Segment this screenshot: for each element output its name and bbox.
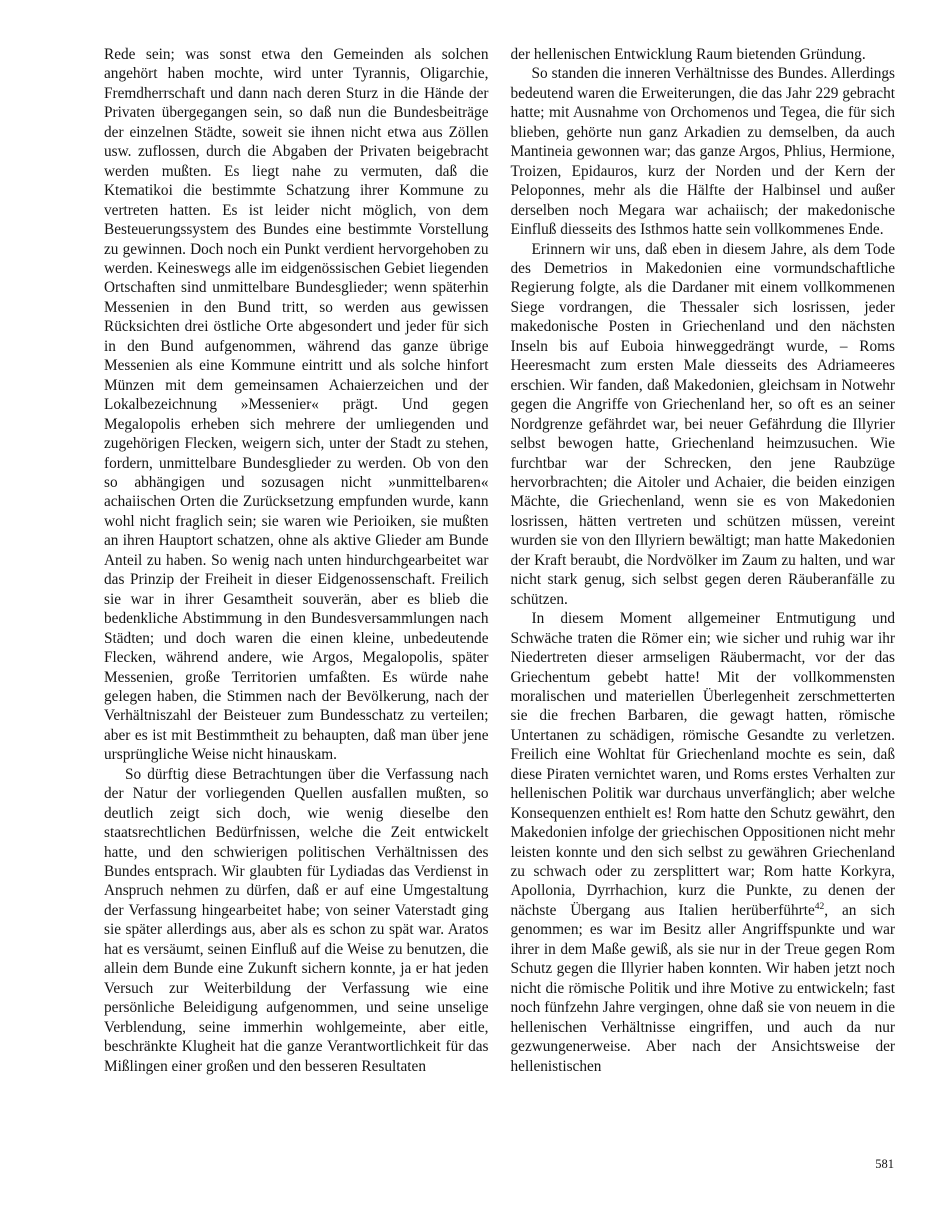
text-area: [104, 45, 895, 1076]
paragraph: Rede sein; was sonst etwa den Gemeinden als solchen angehört haben mochte, wird unter Tyrannis, Oligarchie, Fremdherrschaft und dann nach deren Sturz in die Hände der Privaten übergegangen sein, so daß nun die Bundesbeiträge der einzelnen Städte, soweit sie ihnen nicht etwa aus Zöllen usw. zuflossen, durch die Abgaben der Privaten beigebracht werden mußten. Es liegt nahe zu vermuten, daß die Ktematikoi die bestimmte Schatzung ihrer Kommune zu vertreten hatten. Es ist leider nicht möglich, von dem Besteuerungssystem des Bundes eine bestimmte Vorstellung zu gewinnen. Doch noch ein Punkt verdient hervorgehoben zu werden. Keineswegs alle im eidgenössischen Gebiet liegenden Ortschaften sind unmittelbare Bundesglieder; wenn späterhin Messenien in den Bund tritt, so werden aus gewissen Rücksichten drei östliche Orte abgesondert und jeder für sich in den Bund aufgenommen, während das ganze übrige Messenien als eine Kommune eintritt und als solche hinfort Münzen mit dem gemeinsamen Achaierzeichen und der Lokalbezeichnung »Messenier« prägt. Und gegen Megalopolis erheben sich mehrere der umliegenden und zugehörigen Flecken, weigern sich, unter der Stadt zu stehen, fordern, unmittelbare Bundesglieder zu werden. Ob von den so abhängigen und sozusagen nicht »unmittelbaren« achaiischen Orten die Zurücksetzung empfunden wurde, kann wohl nicht fraglich sein; sie waren wie Perioiken, sie mußten an ihren Hauptort schatzen, ohne als aktive Glieder am Bunde Anteil zu haben. So wenig nach unten hindurchgearbeitet war das Prinzip der Freiheit in dieser Eidgenossenschaft. Freilich sie war in ihrer Gesamtheit souverän, aber es blieb die bedenkliche Abstimmung in den Bundesversammlungen nach Städten; und doch waren die einen kleine, unbedeutende Flecken, während andere, wie Argos, Megalopolis, später Messenien, große Territorien umfaßten. Es würde nahe gelegen haben, die Stimmen nach der Bevölkerung, nach der Verhältniszahl der Beisteuer zum Bundesschatz zu verteilen; aber es ist mit Bestimmtheit zu behaupten, daß man über jene ursprüngliche Weise nicht hinauskam.: [104, 46, 489, 764]
paragraph: der hellenischen Entwicklung Raum bietenden Gründung.: [510, 46, 866, 63]
text-column-left: [104, 45, 489, 1076]
paragraph: So standen die inneren Verhältnisse des Bundes. Allerdings bedeutend waren die Erweiterungen, die das Jahr 229 gebracht hatte; mit Ausnahme von Orchomenos und Tegea, die für sich blieben, gehörte nun ganz Arkadien zu demselben, da auch Mantineia gewonnen war; das ganze Argos, Phlius, Hermione, Troizen, Epidauros, kurz der Norden und der Kern der Peloponnes, mehr als die Hälfte der Halbinsel und außer derselben noch Megara war achaiisch; der makedonische Einfluß diesseits des Isthmos hatte sein vollkommenes Ende.: [510, 65, 895, 239]
text-column-right: [511, 45, 896, 1076]
paragraph: In diesem Moment allgemeiner Entmutigung und Schwäche traten die Römer ein; wie sicher und ruhig war ihr Niedertreten dieser armseligen Räubermacht, vor der das Griechentum gebebt hatte! Mit der vollkommensten moralischen und materiellen Überlegenheit zerschmetterten sie die frechen Barbaren, die gewagt hatten, römische Untertanen zu schädigen, römische Gesandte zu verletzen. Freilich eine Wohltat für Griechenland mochte es sein, daß diese Piraten vernichtet waren, und Roms erstes Verhalten zur hellenischen Politik war durchaus unverfänglich; aber welche Konsequenzen enthielt es! Rom hatte den Schutz gewährt, den Makedonien infolge der griechischen Oppositionen nicht mehr leisten konnte und den sich selbst zu gewähren Griechenland zu schwach oder zu zersplittert war; Rom hatte Korkyra, Apollonia, Dyrrhachion, kurz die Punkte, zu denen der nächste Übergang aus Italien herüberführte$^{42}$, an sich genommen; es war im Besitz aller Angriffspunkte und war ihrer in dem Maße gewiß, als sie nur in der Treue gegen Rom Schutz gegen die Illyrier haben konnten. Wir haben jetzt noch nicht die römische Politik und ihre Motive zu entwickeln; fast noch fünfzehn Jahre vergingen, ohne daß sie von neuem in die hellenischen Verhältnisse eingriffen, und auch da nur gezwungenerweise. Aber nach der Ansichtsweise der hellenistischen: [510, 610, 895, 1075]
footnote-ref: 42: [814, 901, 825, 912]
paragraph: Erinnern wir uns, daß eben in diesem Jahre, als dem Tode des Demetrios in Makedonien eine vormundschaftliche Regierung folgte, als die Dardaner mit einem vollkommenen Siege vordrangen, die Thessaler sich losrissen, jeder makedonische Posten in Griechenland und den nächsten Inseln bis auf Euboia hinweggedrängt wurde, – Roms Heeresmacht zum ersten Male diesseits des Adriameeres erschien. Wir fanden, daß Makedonien, gleichsam in Notwehr gegen die Angriffe von Griechenland her, so oft es an seiner Nordgrenze gefährdet war, bei neuer Gefährdung die Illyrier selbst bewogen hatte, Griechenland heimzusuchen. Wie furchtbar war der Schrecken, den jene Raubzüge hervorbrachten; die Aitoler und Achaier, die beiden einzigen Mächte, die Griechenland, wenn sie es von Makedonien losrissen, hätten vertreten und schützen müssen, vereint wurden sie von den Illyriern bewältigt; man hatte Makedonien der Kraft beraubt, die Nordvölker im Zaum zu halten, und war nicht stark genug, sich selbst gegen deren Räuberanfälle zu schützen.: [510, 240, 895, 608]
page-number: 581: [875, 1157, 894, 1171]
paragraph: So dürftig diese Betrachtungen über die Verfassung nach der Natur der vorliegenden Quellen ausfallen mußten, so deutlich zeigt sich doch, wie wenig dieselbe den staatsrechtlichen Bedürfnissen, welche die Zeit entwickelt hatte, und den schwierigen politischen Verhältnissen des Bundes entsprach. Wir glaubten für Lydiadas das Verdienst in Anspruch nehmen zu dürfen, daß er auf eine Umgestaltung der Verfassung hingearbeitet habe; von seiner Vaterstadt ging sie später allerdings aus, aber als es schon zu spät war. Aratos hat es versäumt, seinen Einfluß auf die Weise zu benutzen, die allein dem Bunde eine Zukunft sichern konnte, ja er hat jeden Versuch zur Weiterbildung der Verfassung wie eine persönliche Beleidigung aufgenommen, und seine unselige Verblendung, seine immerhin wohlgemeinte, aber eitle, beschränkte Klugheit hat die ganze Verantwortlichkeit für das Mißlingen einer großen und den besseren Resultaten: [104, 765, 489, 1075]
